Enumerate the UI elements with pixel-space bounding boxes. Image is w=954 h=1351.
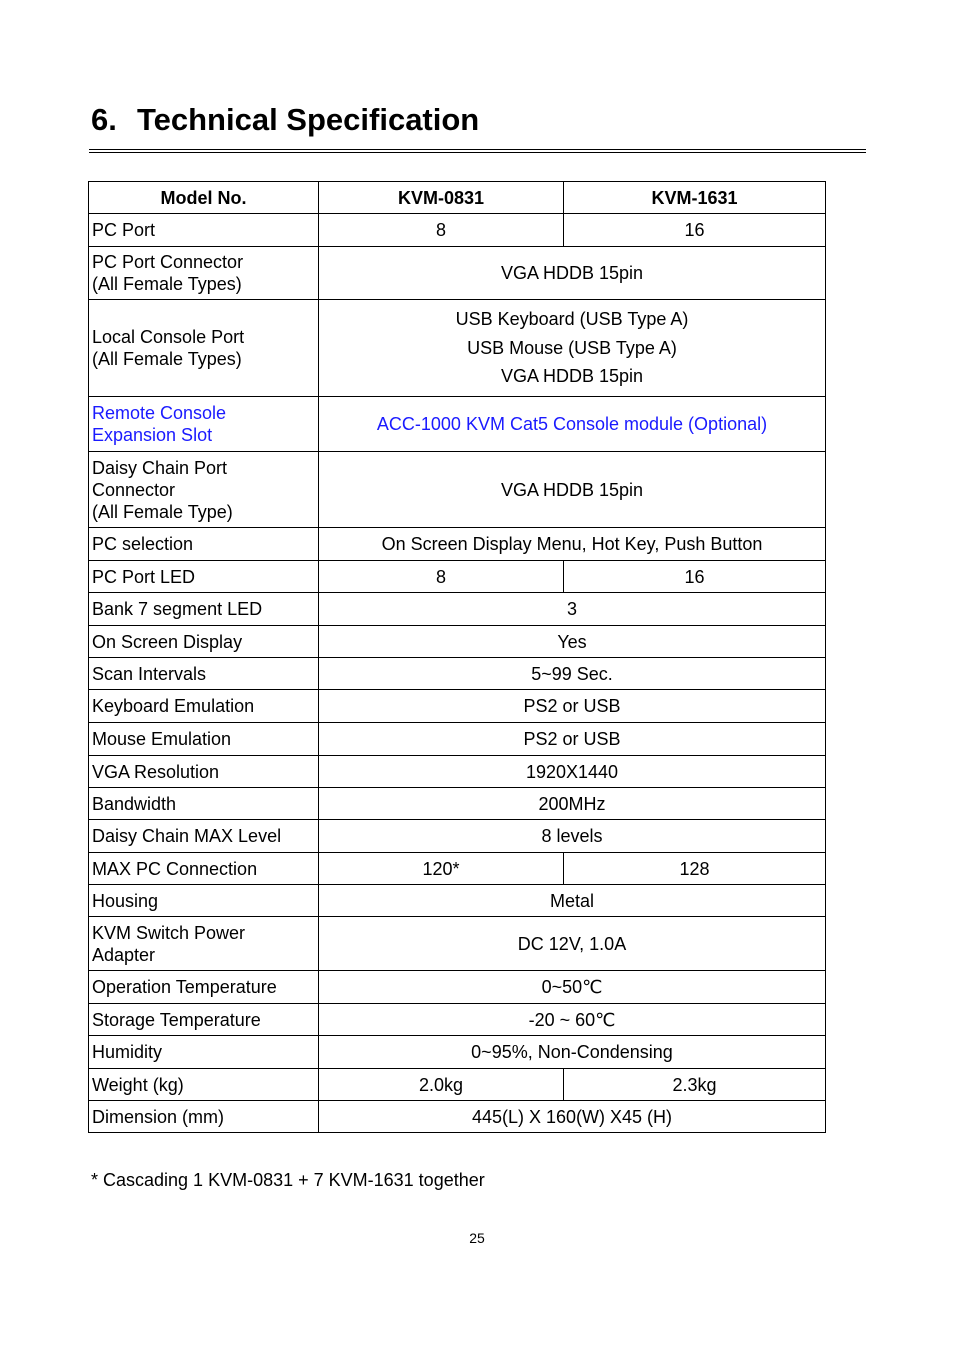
table-row	[89, 1101, 826, 1133]
table-row	[89, 1004, 826, 1036]
row-label: PC Port LED	[89, 561, 319, 593]
table-row	[89, 788, 826, 820]
row-label: Bank 7 segment LED	[89, 593, 319, 626]
label-line: (All Female Types)	[92, 349, 242, 369]
row-value: 16	[564, 214, 826, 247]
row-label	[89, 917, 319, 971]
row-label: Storage Temperature	[89, 1004, 319, 1036]
row-value: 8	[319, 214, 564, 247]
row-value: 120*	[319, 853, 564, 885]
table-row	[89, 853, 826, 885]
row-label: Humidity	[89, 1036, 319, 1069]
table-row	[89, 452, 826, 528]
row-label	[89, 300, 319, 397]
header-model: Model No.	[89, 182, 319, 214]
row-label: Keyboard Emulation	[89, 690, 319, 723]
table-row	[89, 690, 826, 723]
row-label	[89, 247, 319, 300]
table-row	[89, 820, 826, 853]
title-rule-bottom	[89, 152, 866, 153]
row-value: 128	[564, 853, 826, 885]
table-row	[89, 723, 826, 756]
page-title	[91, 98, 479, 142]
label-line: Local Console Port	[92, 327, 245, 347]
table-row	[89, 593, 826, 626]
row-label: Bandwidth	[89, 788, 319, 820]
table-row	[89, 626, 826, 658]
label-line: Adapter	[92, 944, 156, 965]
value-line: USB Mouse (USB Type A)	[467, 337, 677, 358]
header-kvm-0831: KVM-0831	[319, 182, 564, 214]
row-value: 200MHz	[319, 788, 826, 820]
row-label	[89, 397, 319, 452]
row-value: Metal	[319, 885, 826, 917]
label-line: Daisy Chain Port	[92, 457, 228, 478]
table-row	[89, 885, 826, 917]
title-rule-top	[89, 149, 866, 150]
row-label: Operation Temperature	[89, 971, 319, 1004]
row-value: VGA HDDB 15pin	[319, 247, 826, 300]
label-line: PC Port Connector	[92, 252, 244, 272]
label-line: (All Female Types)	[92, 274, 242, 294]
section-number: 6.	[91, 102, 117, 137]
row-value: 2.0kg	[319, 1069, 564, 1101]
row-value: PS2 or USB	[319, 690, 826, 723]
row-value: 0~50℃	[319, 971, 826, 1004]
row-value: Yes	[319, 626, 826, 658]
table-row	[89, 1036, 826, 1069]
row-label: Housing	[89, 885, 319, 917]
row-value: 2.3kg	[564, 1069, 826, 1101]
table-row	[89, 658, 826, 690]
table-row	[89, 971, 826, 1004]
value-line: VGA HDDB 15pin	[500, 366, 644, 387]
label-line: (All Female Type)	[92, 501, 233, 522]
row-label: Dimension (mm)	[89, 1101, 319, 1133]
row-label: PC Port	[89, 214, 319, 247]
row-value: 8 levels	[319, 820, 826, 853]
table-row	[89, 528, 826, 561]
table-row	[89, 247, 826, 300]
row-value: 3	[319, 593, 826, 626]
row-value: 1920X1440	[319, 756, 826, 788]
label-line: Connector	[92, 479, 176, 500]
row-label: Weight (kg)	[89, 1069, 319, 1101]
label-line: KVM Switch Power	[92, 922, 246, 943]
row-label: Mouse Emulation	[89, 723, 319, 756]
row-value: PS2 or USB	[319, 723, 826, 756]
row-label: On Screen Display	[89, 626, 319, 658]
label-line: Expansion Slot	[92, 425, 213, 445]
row-label: VGA Resolution	[89, 756, 319, 788]
table-row	[89, 300, 826, 397]
row-value: VGA HDDB 15pin	[319, 452, 826, 528]
table-row	[89, 1069, 826, 1101]
row-value: -20 ~ 60℃	[319, 1004, 826, 1036]
row-value: 16	[564, 561, 826, 593]
row-label: MAX PC Connection	[89, 853, 319, 885]
table-row	[89, 756, 826, 788]
row-label: Scan Intervals	[89, 658, 319, 690]
spec-table	[88, 181, 826, 1133]
table-row	[89, 917, 826, 971]
section-title: Technical Specification	[137, 102, 480, 137]
row-value: 0~95%, Non-Condensing	[319, 1036, 826, 1069]
row-value: 8	[319, 561, 564, 593]
table-row	[89, 214, 826, 247]
row-label: Daisy Chain MAX Level	[89, 820, 319, 853]
label-line: Remote Console	[92, 403, 227, 423]
table-row	[89, 561, 826, 593]
row-label: PC selection	[89, 528, 319, 561]
footnote: * Cascading 1 KVM-0831 + 7 KVM-1631 together	[91, 1170, 485, 1190]
header-kvm-1631: KVM-1631	[564, 182, 826, 214]
table-row	[89, 397, 826, 452]
page-number: 25	[469, 1230, 485, 1246]
row-value: DC 12V, 1.0A	[319, 917, 826, 971]
row-value: 5~99 Sec.	[319, 658, 826, 690]
row-value: On Screen Display Menu, Hot Key, Push Button	[319, 528, 826, 561]
value-line: USB Keyboard (USB Type A)	[455, 309, 689, 330]
row-value	[319, 300, 826, 397]
row-value: 445(L) X 160(W) X45 (H)	[319, 1101, 826, 1133]
row-label	[89, 452, 319, 528]
row-value: ACC-1000 KVM Cat5 Console module (Optional)	[319, 397, 826, 452]
table-header-row	[89, 182, 826, 214]
